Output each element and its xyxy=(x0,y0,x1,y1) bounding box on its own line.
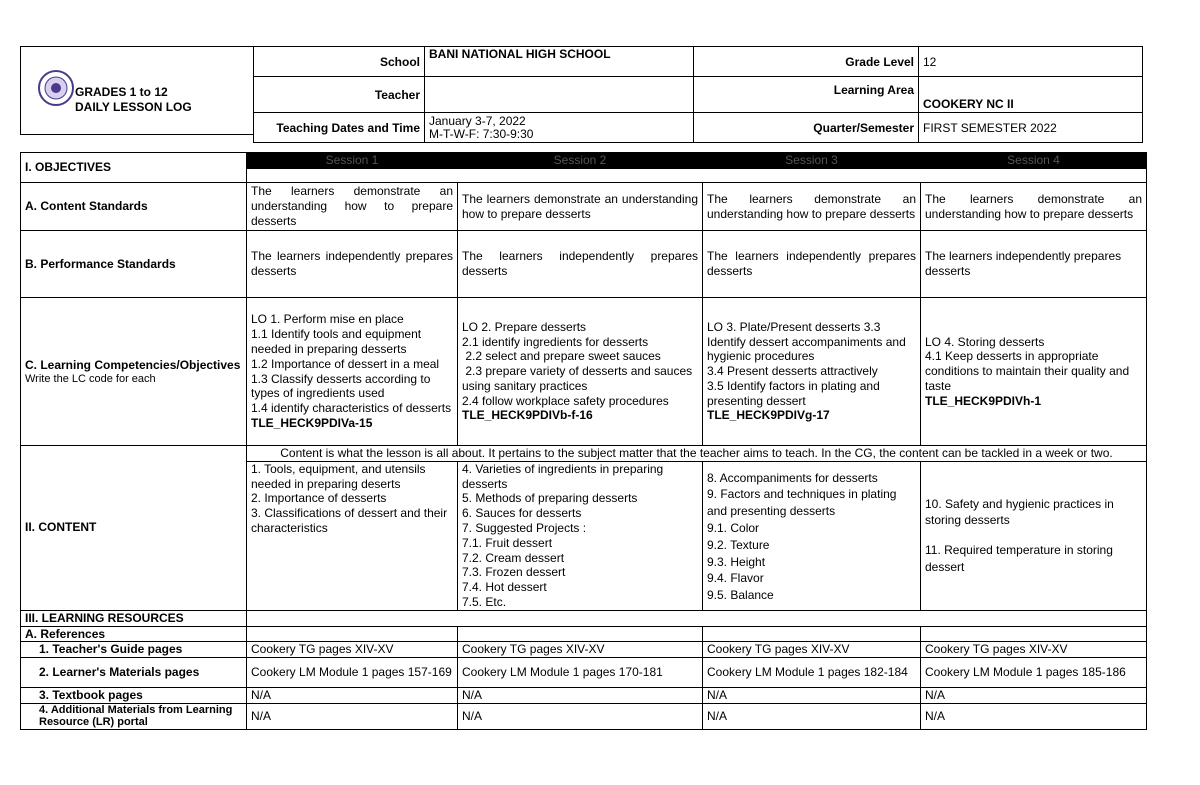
content-s2-line: 7.3. Frozen dessert xyxy=(462,565,566,580)
competencies-sublabel: Write the LC code for each xyxy=(25,372,156,385)
session-4-header: Session 4 xyxy=(921,153,1147,169)
references-s2 xyxy=(458,626,703,642)
deped-seal-icon xyxy=(38,70,74,106)
performance-standards-s3: The learners independently prepares desserts xyxy=(703,231,921,298)
objectives-spacer xyxy=(247,169,1147,183)
content-s1 xyxy=(247,461,458,610)
tg-s3: Cookery TG pages XIV-XV xyxy=(703,642,921,658)
content-s3-line: 9.2. Texture xyxy=(707,537,770,552)
teacher-value xyxy=(425,77,694,113)
content-s3-line: 9.1. Color xyxy=(707,520,760,535)
content-s3-line: 9.5. Balance xyxy=(707,588,774,603)
content-standards-s1: The learners demonstrate an understanding how to prepare desserts xyxy=(247,183,458,231)
lr-s4: N/A xyxy=(921,703,1147,729)
comp-s2-line: 2.2 select and prepare sweet sauces xyxy=(462,349,661,364)
content-s4-line-b: 11. Required temperature in storing dessert xyxy=(925,543,1113,575)
teacher-label: Teacher xyxy=(254,77,425,113)
content-s2-line: 4. Varieties of ingredients in preparing desserts xyxy=(462,461,664,491)
lm-label: 2. Learner's Materials pages xyxy=(21,658,247,688)
content-s3-line: 9.4. Flavor xyxy=(707,571,764,586)
school-value: BANI NATIONAL HIGH SCHOOL xyxy=(425,47,694,77)
comp-s1-line: LO 1. Perform mise en place xyxy=(251,312,404,327)
grade-value: 12 xyxy=(919,47,1143,77)
session-3-header: Session 3 xyxy=(703,153,921,169)
content-s2-line: 7. Suggested Projects : xyxy=(462,520,587,535)
lr-s2: N/A xyxy=(458,703,703,729)
tg-s4: Cookery TG pages XIV-XV xyxy=(921,642,1147,658)
tb-s4: N/A xyxy=(921,688,1147,704)
lr-label: 4. Additional Materials from Learning Resource (LR) portal xyxy=(21,703,247,729)
references-s4 xyxy=(921,626,1147,642)
content-s3 xyxy=(703,461,921,610)
comp-s3-line: LO 3. Plate/Present desserts 3.3 Identify dessert accompaniments and hygienic procedures xyxy=(707,319,906,364)
dates-value-line2: M-T-W-F: 7:30-9:30 xyxy=(429,126,534,141)
quarter-label: Quarter/Semester xyxy=(694,113,919,143)
competencies-label-cell xyxy=(21,298,247,446)
tb-label: 3. Textbook pages xyxy=(21,688,247,704)
resources-spacer xyxy=(247,610,1147,626)
header-title-box xyxy=(20,46,254,135)
title-line-2: DAILY LESSON LOG xyxy=(75,100,192,114)
performance-standards-s2: The learners independently prepares desserts xyxy=(458,231,703,298)
references-s1 xyxy=(247,626,458,642)
session-1-header: Session 1 xyxy=(247,153,458,169)
tb-s2: N/A xyxy=(458,688,703,704)
area-value: COOKERY NC II xyxy=(919,77,1143,113)
content-note: Content is what the lesson is all about. It pertains to the subject matter that the teacher aims to teach. In the CG, the content can be tackled in a week or two. xyxy=(247,446,1147,462)
resources-label: III. LEARNING RESOURCES xyxy=(21,610,247,626)
tb-s1: N/A xyxy=(247,688,458,704)
performance-standards-s4: The learners independently prepares desserts xyxy=(921,231,1147,298)
tb-s3: N/A xyxy=(703,688,921,704)
dates-label: Teaching Dates and Time xyxy=(254,113,425,143)
area-label: Learning Area xyxy=(694,77,919,113)
comp-s1-code: TLE_HECK9PDIVa-15 xyxy=(251,415,373,430)
performance-standards-label: B. Performance Standards xyxy=(21,231,247,298)
content-label: II. CONTENT xyxy=(21,446,247,611)
competencies-s4 xyxy=(921,298,1147,446)
comp-s4-code: TLE_HECK9PDIVh-1 xyxy=(925,393,1042,408)
comp-s3-code: TLE_HECK9PDIVg-17 xyxy=(707,408,830,423)
quarter-value: FIRST SEMESTER 2022 xyxy=(919,113,1143,143)
competencies-label: C. Learning Competencies/Objectives xyxy=(25,358,241,373)
comp-s2-line: LO 2. Prepare desserts xyxy=(462,319,587,334)
content-s4-line-a: 10. Safety and hygienic practices in storing desserts xyxy=(925,496,1114,528)
lm-s1: Cookery LM Module 1 pages 157-169 xyxy=(247,658,458,688)
tg-s1: Cookery TG pages XIV-XV xyxy=(247,642,458,658)
title-line-1: GRADES 1 to 12 xyxy=(75,85,168,99)
content-s2-line: 7.5. Etc. xyxy=(462,594,507,609)
content-s1-line: 1. Tools, equipment, and utensils needed in preparing deserts xyxy=(251,461,426,491)
comp-s1-line: 1.4 identify characteristics of desserts xyxy=(251,401,452,416)
lm-s3: Cookery LM Module 1 pages 182-184 xyxy=(703,658,921,688)
objectives-label: I. OBJECTIVES xyxy=(21,153,247,183)
comp-s1-line: 1.2 Importance of dessert in a meal xyxy=(251,356,440,371)
comp-s2-line: 2.1 identify ingredients for desserts xyxy=(462,334,649,349)
lm-s2: Cookery LM Module 1 pages 170-181 xyxy=(458,658,703,688)
content-s3-line: 8. Accompaniments for desserts xyxy=(707,470,878,485)
comp-s4-line: LO 4. Storing desserts xyxy=(925,334,1045,349)
references-label: A. References xyxy=(21,626,247,642)
comp-s1-line: 1.3 Classify desserts according to types of ingredients used xyxy=(251,371,431,401)
content-s2-line: 7.2. Cream dessert xyxy=(462,550,565,565)
content-s3-line: 9.3. Height xyxy=(707,554,766,569)
content-s2-line: 5. Methods of preparing desserts xyxy=(462,491,638,506)
tg-s2: Cookery TG pages XIV-XV xyxy=(458,642,703,658)
content-s1-line: 2. Importance of desserts xyxy=(251,491,387,506)
lr-s3: N/A xyxy=(703,703,921,729)
lr-s1: N/A xyxy=(247,703,458,729)
content-standards-s3: The learners demonstrate an understanding how to prepare desserts xyxy=(703,183,921,231)
comp-s1-line: 1.1 Identify tools and equipment needed in preparing desserts xyxy=(251,327,422,356)
performance-standards-s1: The learners independently prepares desserts xyxy=(247,231,458,298)
lesson-log-table xyxy=(20,152,1147,730)
tg-label: 1. Teacher's Guide pages xyxy=(21,642,247,658)
content-standards-s2: The learners demonstrate an understanding how to prepare desserts xyxy=(458,183,703,231)
comp-s2-line: 2.3 prepare variety of desserts and sauces using sanitary practices xyxy=(462,364,696,393)
references-s3 xyxy=(703,626,921,642)
comp-s2-code: TLE_HECK9PDIVb-f-16 xyxy=(462,408,593,423)
competencies-s1 xyxy=(247,298,458,446)
dates-value xyxy=(425,113,694,143)
comp-s3-line: 3.4 Present desserts attractively xyxy=(707,364,878,379)
comp-s4-line: 4.1 Keep desserts in appropriate conditions to maintain their quality and taste xyxy=(925,349,1130,393)
competencies-s3 xyxy=(703,298,921,446)
lm-s4: Cookery LM Module 1 pages 185-186 xyxy=(921,658,1147,688)
content-s3-line: 9. Factors and techniques in plating and presenting desserts xyxy=(707,487,897,519)
school-label: School xyxy=(254,47,425,77)
competencies-s2 xyxy=(458,298,703,446)
content-s4 xyxy=(921,461,1147,610)
content-s2-line: 6. Sauces for desserts xyxy=(462,506,582,521)
content-standards-label: A. Content Standards xyxy=(21,183,247,231)
content-s1-line: 3. Classifications of dessert and their characteristics xyxy=(251,506,448,535)
header-table xyxy=(253,46,1143,143)
content-s2 xyxy=(458,461,703,610)
content-s2-line: 7.1. Fruit dessert xyxy=(462,535,553,550)
comp-s3-line: 3.5 Identify factors in plating and presenting dessert xyxy=(707,378,880,408)
grade-label: Grade Level xyxy=(694,47,919,77)
comp-s2-line: 2.4 follow workplace safety procedures xyxy=(462,393,669,408)
session-2-header: Session 2 xyxy=(458,153,703,169)
content-s2-line: 7.4. Hot dessert xyxy=(462,580,547,595)
dates-value-line1: January 3-7, 2022 xyxy=(429,113,526,128)
content-standards-s4: The learners demonstrate an understanding how to prepare desserts xyxy=(921,183,1147,231)
